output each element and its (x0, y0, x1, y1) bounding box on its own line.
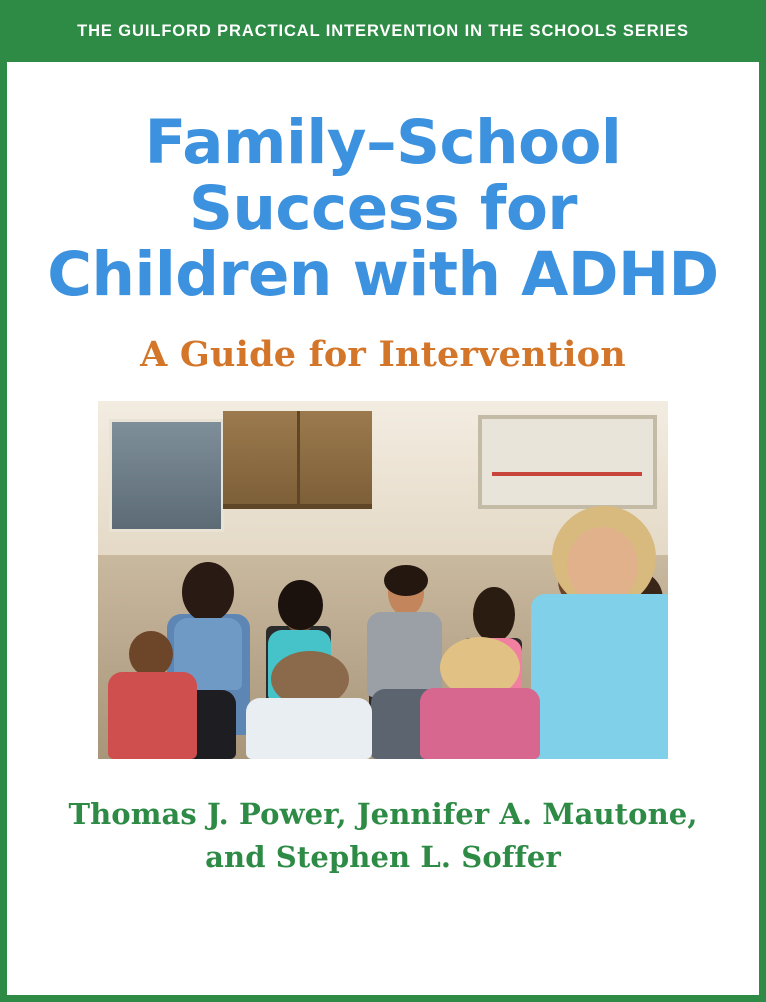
series-band (7, 0, 759, 62)
torso (108, 672, 197, 759)
cover-photo (98, 401, 668, 759)
person-child-foreground-right (417, 637, 542, 759)
hair (278, 580, 322, 630)
authors-block (7, 793, 759, 880)
page-subtitle: A Guide for Intervention (140, 333, 626, 375)
whiteboard (478, 415, 657, 509)
page-title-line-3: Children with ADHD (47, 238, 719, 310)
page-title-line-2: Success for (189, 172, 577, 244)
classroom-background (98, 401, 668, 759)
title-block (7, 107, 759, 310)
cabinet (223, 411, 371, 509)
whiteboard-marking (492, 472, 643, 476)
head (567, 527, 638, 604)
person-child-foreground-center (246, 651, 371, 758)
window (109, 419, 223, 532)
series-band-label: THE GUILFORD PRACTICAL INTERVENTION IN THE SCHOOLS SERIES (77, 21, 689, 40)
torso (246, 698, 371, 758)
hair (473, 587, 514, 642)
hair (182, 562, 234, 622)
person-child-foreground-left (104, 623, 201, 759)
authors-line-1: Thomas J. Power, Jennifer A. Mautone, (68, 796, 698, 831)
torso (531, 594, 668, 759)
authors-line-2: and Stephen L. Soffer (205, 840, 561, 875)
hair (384, 565, 428, 596)
page-title-line-1: Family–School (144, 107, 622, 178)
head (129, 631, 174, 677)
person-blonde-woman-foreground (531, 501, 668, 759)
torso (420, 688, 540, 759)
